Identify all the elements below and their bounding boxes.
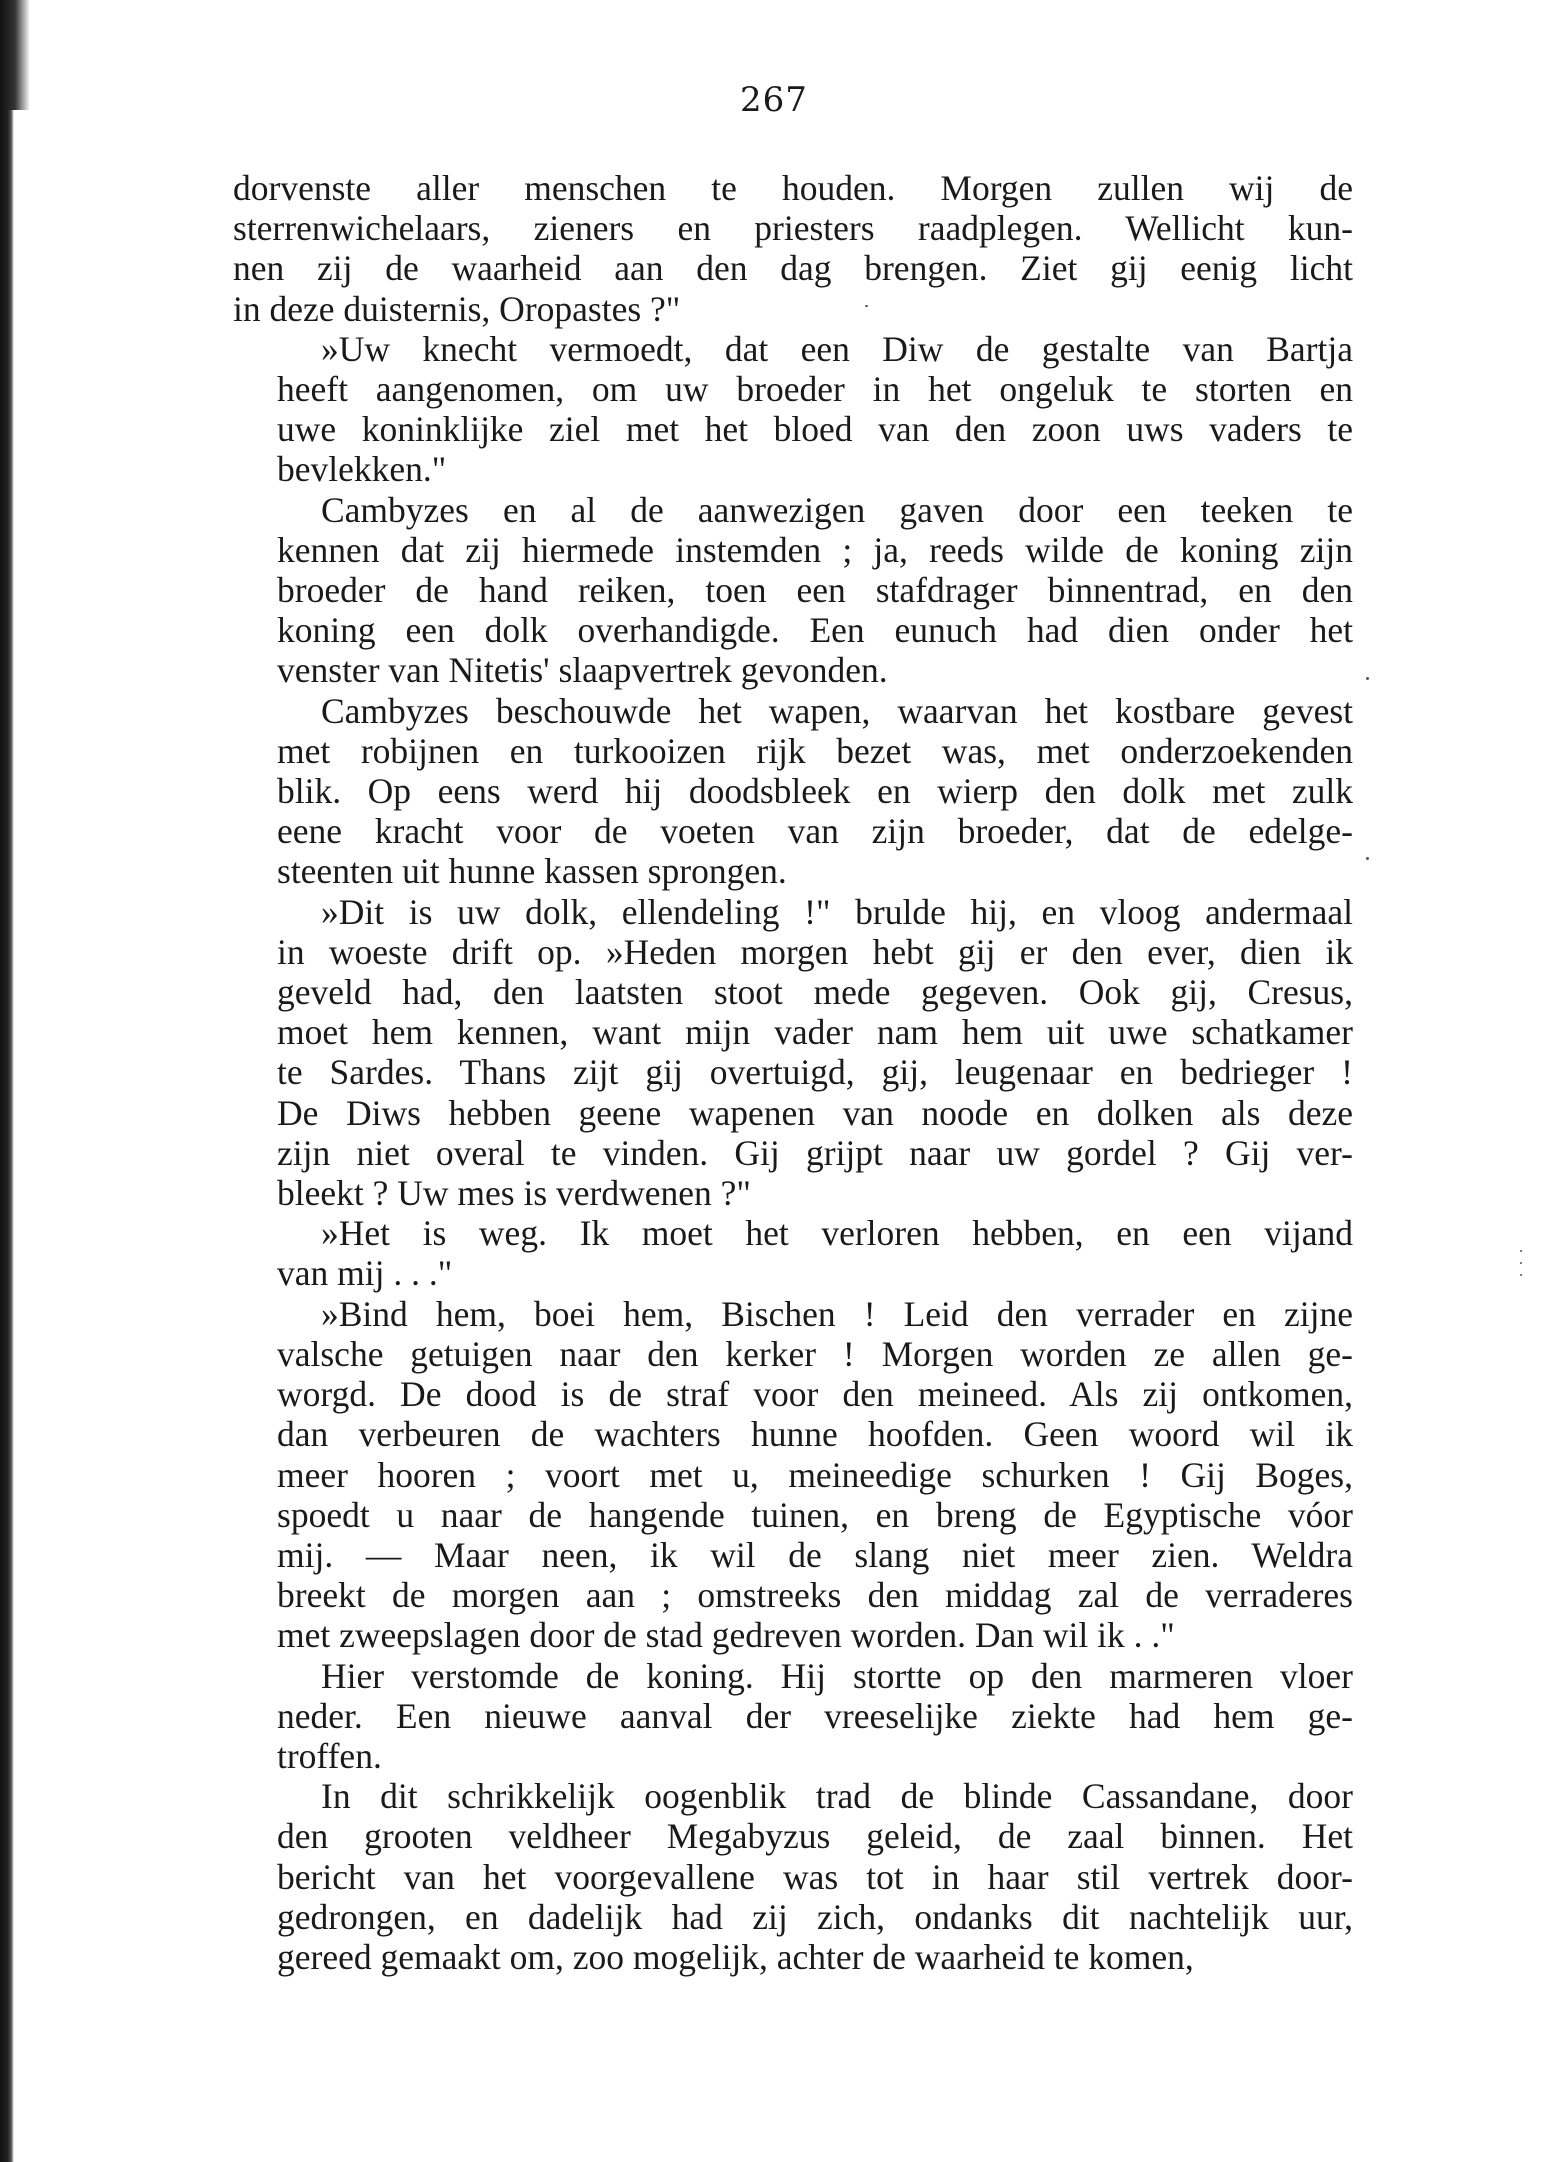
text-line: Cambyzes beschouwde het wapen, waarvan het kostbare gevest: [321, 690, 1353, 731]
text-line: dorvenste aller menschen te houden. Morgen zullen wij de: [233, 168, 1353, 208]
text-line: zijn niet overal te vinden. Gij grijpt naar uw gordel ? Gij ver-: [277, 1132, 1353, 1173]
text-line: kennen dat zij hiermede instemden ; ja, reeds wilde de koning zijn: [277, 529, 1353, 570]
paragraph: [233, 1656, 1353, 1777]
text-line: spoedt u naar de hangende tuinen, en breng de Egyptische vóor: [277, 1494, 1353, 1535]
text-line: »Uw knecht vermoedt, dat een Diw de gestalte van Bartja: [321, 328, 1353, 369]
text-line: meer hooren ; voort met u, meineedige schurken ! Gij Boges,: [277, 1454, 1353, 1495]
text-line: De Diws hebben geene wapenen van noode en dolken als deze: [277, 1092, 1353, 1133]
paper-speck: [1366, 677, 1369, 680]
text-line: troffen.: [277, 1735, 382, 1776]
text-line: moet hem kennen, want mijn vader nam hem uit uwe schatkamer: [277, 1012, 1353, 1053]
text-line: dan verbeuren de wachters hunne hoofden. Geen woord wil ik: [277, 1414, 1353, 1455]
body-text: [233, 168, 1353, 1977]
paragraph: [233, 1776, 1353, 1977]
text-line: valsche getuigen naar den kerker ! Morgen worden ze allen ge-: [277, 1333, 1353, 1374]
text-line: mij. — Maar neen, ik wil de slang niet meer zien. Weldra: [277, 1534, 1353, 1575]
text-line: steenten uit hunne kassen sprongen.: [277, 851, 787, 892]
page-number: 267: [740, 80, 808, 120]
text-line: venster van Nitetis' slaapvertrek gevonden.: [277, 650, 888, 691]
paragraph: [233, 168, 1353, 329]
paper-speck: [1520, 1274, 1522, 1276]
text-line: van mij . . .": [277, 1253, 453, 1294]
text-line: uwe koninklijke ziel met het bloed van den zoon uws vaders te: [277, 409, 1353, 450]
text-line: sterrenwichelaars, zieners en priesters raadplegen. Wellicht kun-: [233, 208, 1353, 249]
text-line: in deze duisternis, Oropastes ?": [233, 288, 681, 329]
text-line: den grooten veldheer Megabyzus geleid, de zaal binnen. Het: [277, 1816, 1353, 1857]
paragraph: [233, 490, 1353, 691]
text-line: te Sardes. Thans zijt gij overtuigd, gij, leugenaar en bedrieger !: [277, 1052, 1353, 1093]
text-line: koning een dolk overhandigde. Een eunuch had dien onder het: [277, 610, 1353, 651]
text-line: heeft aangenomen, om uw broeder in het ongeluk te storten en: [277, 369, 1353, 410]
text-line: bleekt ? Uw mes is verdwenen ?": [277, 1173, 751, 1214]
paragraph: [233, 329, 1353, 490]
text-line: broeder de hand reiken, toen een stafdrager binnentrad, en den: [277, 570, 1353, 611]
text-line: »Het is weg. Ik moet het verloren hebben, en een vijand: [321, 1213, 1353, 1254]
text-line: gedrongen, en dadelijk had zij zich, ondanks dit nachtelijk uur,: [277, 1896, 1353, 1937]
text-line: Cambyzes en al de aanwezigen gaven door een teeken te: [321, 489, 1353, 530]
text-line: »Dit is uw dolk, ellendeling !" brulde hij, en vloog andermaal: [321, 891, 1353, 932]
paper-speck: [1520, 1250, 1522, 1252]
text-line: breekt de morgen aan ; omstreeks den middag zal de verraderes: [277, 1575, 1353, 1616]
text-line: eene kracht voor de voeten van zijn broeder, dat de edelge-: [277, 811, 1353, 852]
paper-speck: [1520, 1262, 1522, 1264]
text-line: worgd. De dood is de straf voor den meineed. Als zij ontkomen,: [277, 1374, 1353, 1415]
paper-speck: [865, 305, 868, 307]
text-line: bevlekken.": [277, 449, 447, 490]
text-line: Hier verstomde de koning. Hij stortte op den marmeren vloer: [321, 1655, 1353, 1696]
text-line: blik. Op eens werd hij doodsbleek en wierp den dolk met zulk: [277, 771, 1353, 812]
text-line: gereed gemaakt om, zoo mogelijk, achter de waarheid te komen,: [277, 1936, 1194, 1977]
text-line: In dit schrikkelijk oogenblik trad de blinde Cassandane, door: [321, 1776, 1353, 1817]
text-line: nen zij de waarheid aan den dag brengen. Ziet gij eenig licht: [233, 248, 1353, 289]
text-line: geveld had, den laatsten stoot mede gegeven. Ook gij, Cresus,: [277, 972, 1353, 1013]
text-line: »Bind hem, boei hem, Bischen ! Leid den verrader en zijne: [321, 1293, 1353, 1334]
text-line: neder. Een nieuwe aanval der vreeselijke ziekte had hem ge-: [277, 1695, 1353, 1736]
paragraph: [233, 1213, 1353, 1293]
text-line: in woeste drift op. »Heden morgen hebt gij er den ever, dien ik: [277, 931, 1353, 972]
paper-speck: [1366, 857, 1369, 860]
text-line: bericht van het voorgevallene was tot in haar stil vertrek door-: [277, 1856, 1353, 1897]
paragraph: [233, 892, 1353, 1214]
book-binding-edge: [0, 0, 14, 2162]
paragraph: [233, 691, 1353, 892]
text-line: met zweepslagen door de stad gedreven worden. Dan wil ik . .": [277, 1615, 1175, 1656]
text-line: met robijnen en turkooizen rijk bezet was, met onderzoekenden: [277, 730, 1353, 771]
paragraph: [233, 1294, 1353, 1656]
